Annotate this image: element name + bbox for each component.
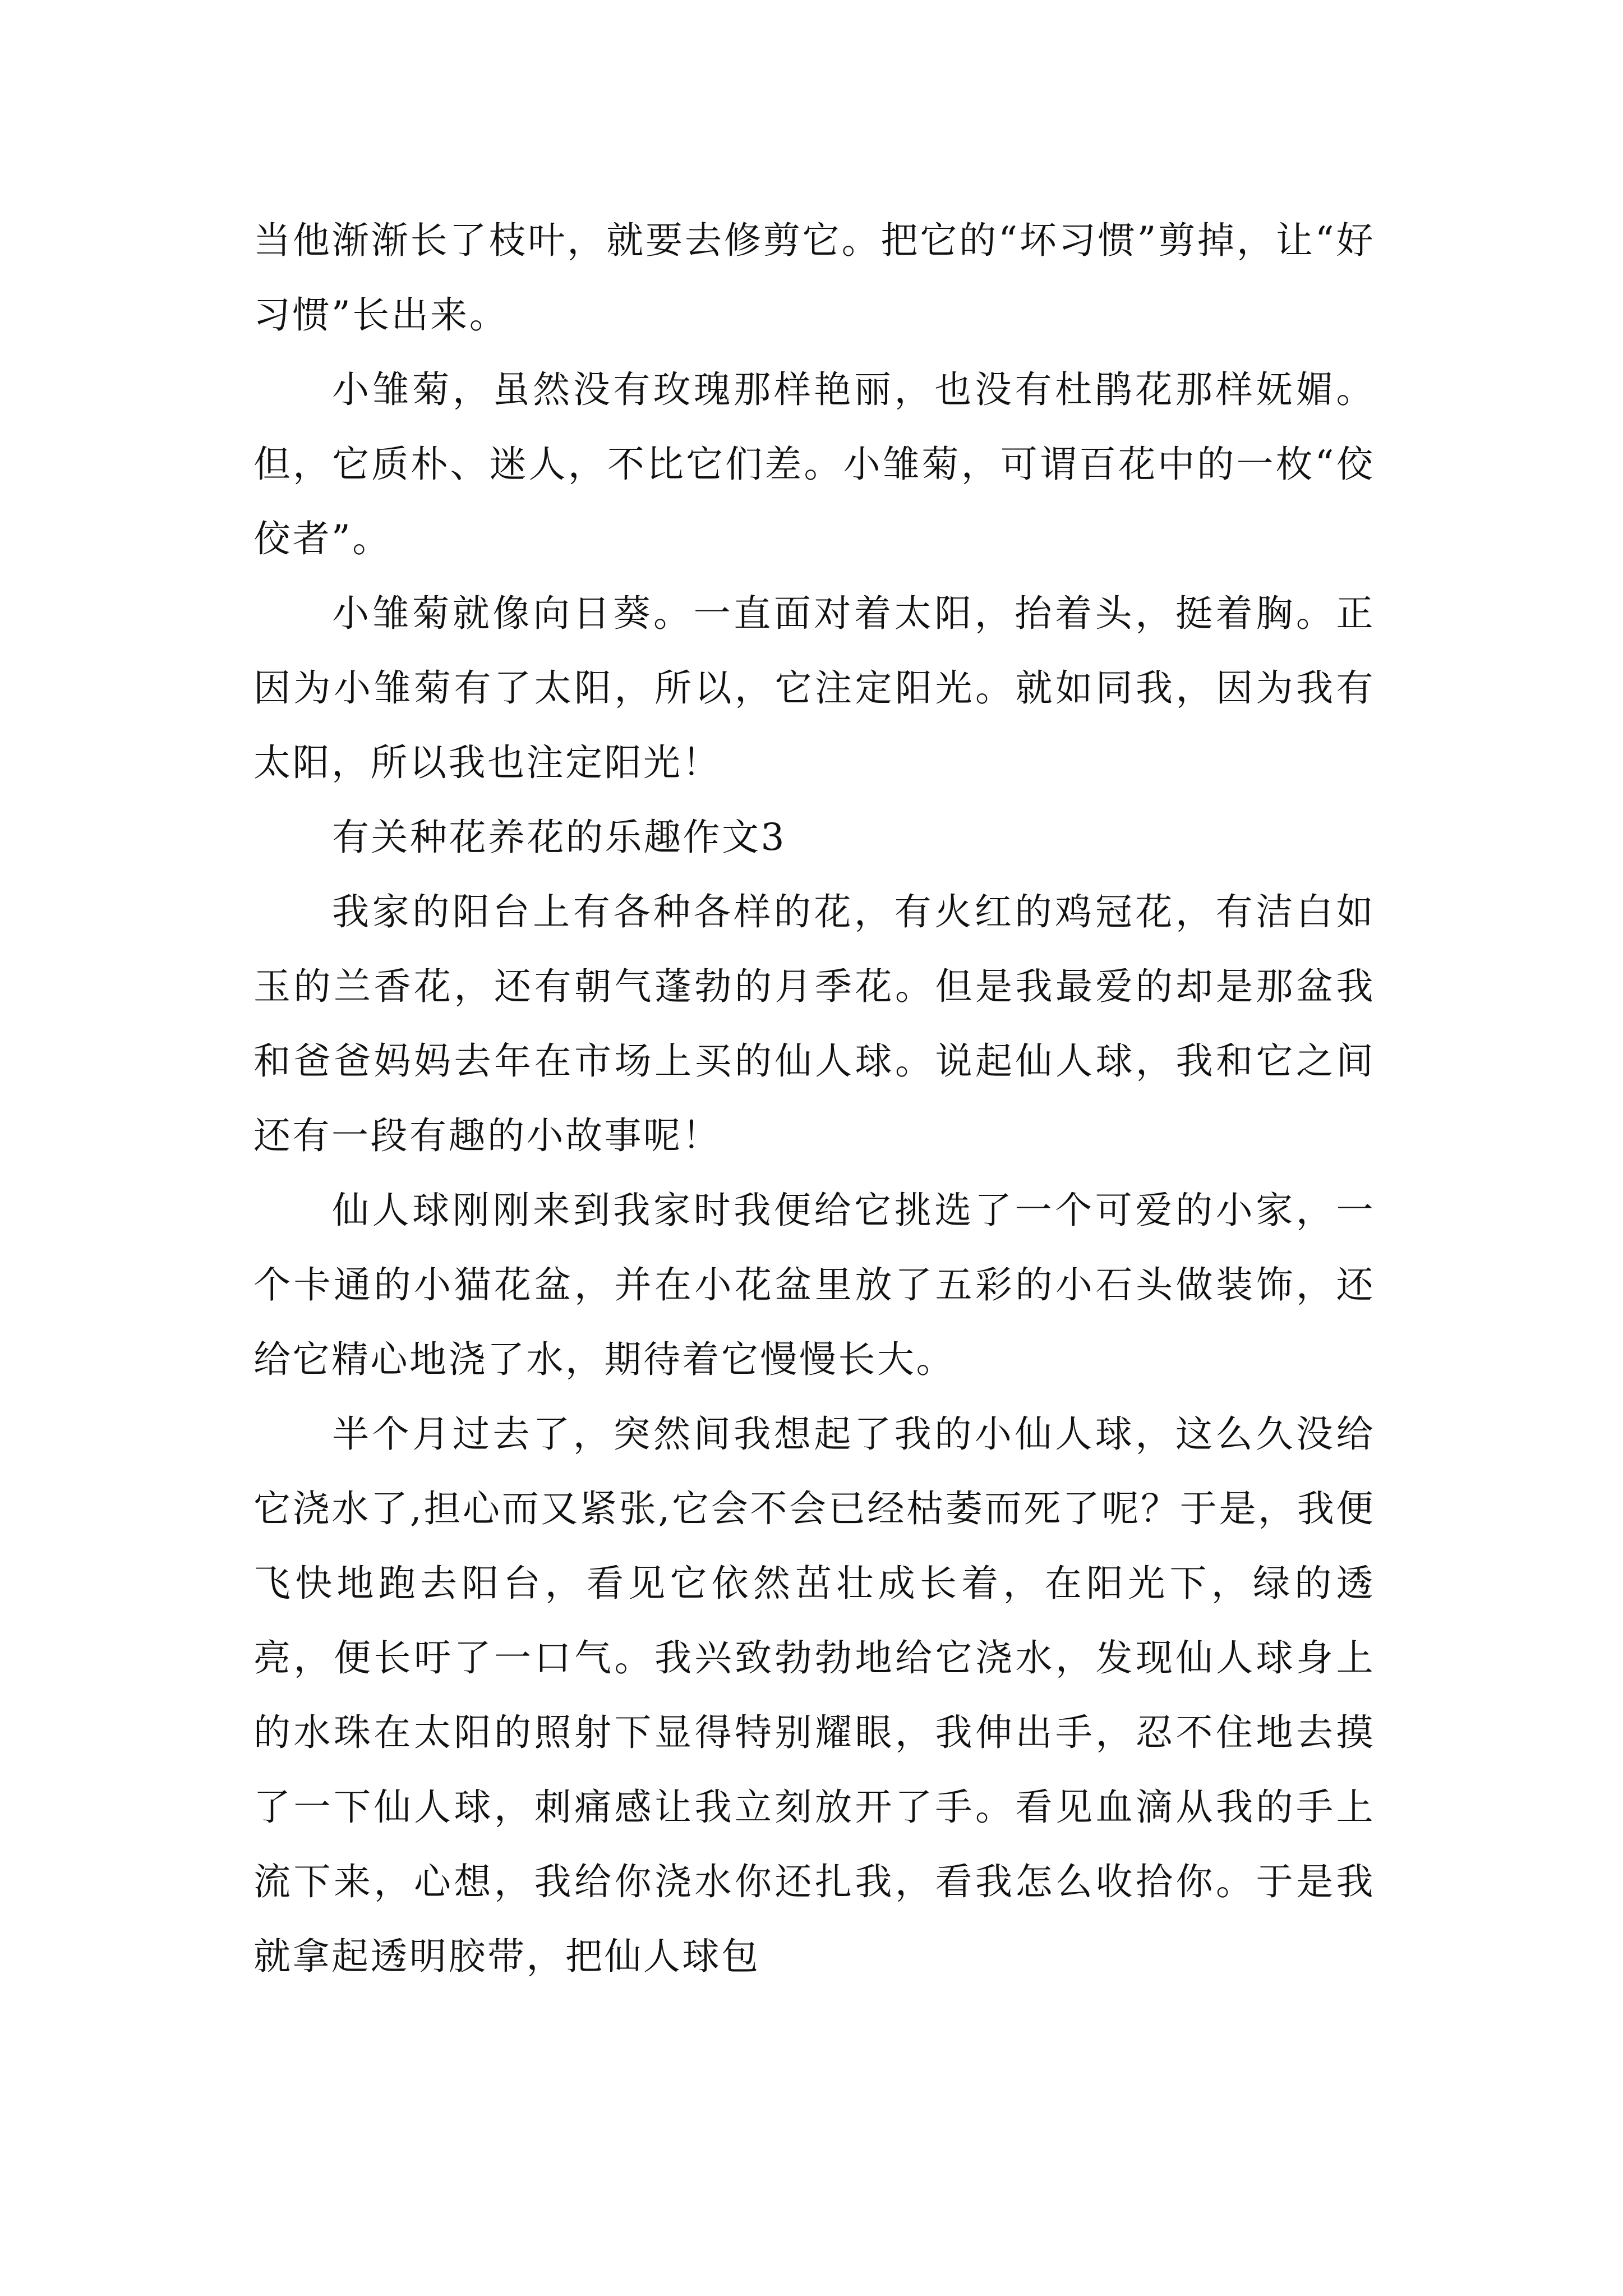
paragraph-cactus-story: 半个月过去了，突然间我想起了我的小仙人球，这么久没给它浇水了,担心而又紧张,它会不会已经枯萎而死了呢？于是，我便飞快地跑去阳台，看见它依然茁壮成长着，在阳光下，绿的透亮，便长吁了一口气。我兴致勃勃地给它浇水，发现仙人球身上的水珠在太阳的照射下显得特别耀眼，我伸出手，忍不住地去摸了一下仙人球，刺痛感让我立刻放开了手。看见血滴从我的手上流下来，心想，我给你浇水你还扎我，看我怎么收拾你。于是我就拿起透明胶带，把仙人球包 (253, 1412, 1375, 1978)
paragraph-continuation: 当他渐渐长了枝叶，就要去修剪它。把它的“坏习惯”剪掉，让“好习惯”长出来。 (253, 219, 1375, 337)
paragraph-daisy-description: 小雏菊，虽然没有玫瑰那样艳丽，也没有杜鹃花那样妩媚。但，它质朴、迷人，不比它们差。小雏菊，可谓百花中的一枚“佼佼者”。 (253, 368, 1375, 560)
section-heading: 有关种花养花的乐趣作文3 (332, 816, 786, 859)
paragraph-daisy-sunflower: 小雏菊就像向日葵。一直面对着太阳，抬着头，挺着胸。正因为小雏菊有了太阳，所以，它注定阳光。就如同我，因为我有太阳，所以我也注定阳光！ (253, 592, 1375, 784)
paragraph-balcony-flowers: 我家的阳台上有各种各样的花，有火红的鸡冠花，有洁白如玉的兰香花，还有朝气蓬勃的月季花。但是我最爱的却是那盆我和爸爸妈妈去年在市场上买的仙人球。说起仙人球，我和它之间还有一段有趣的小故事呢！ (253, 890, 1375, 1157)
paragraph-cactus-arrival: 仙人球刚刚来到我家时我便给它挑选了一个可爱的小家，一个卡通的小猫花盆，并在小花盆里放了五彩的小石头做装饰，还给它精心地浇了水，期待着它慢慢长大。 (253, 1189, 1375, 1381)
article-body (253, 203, 1375, 1994)
